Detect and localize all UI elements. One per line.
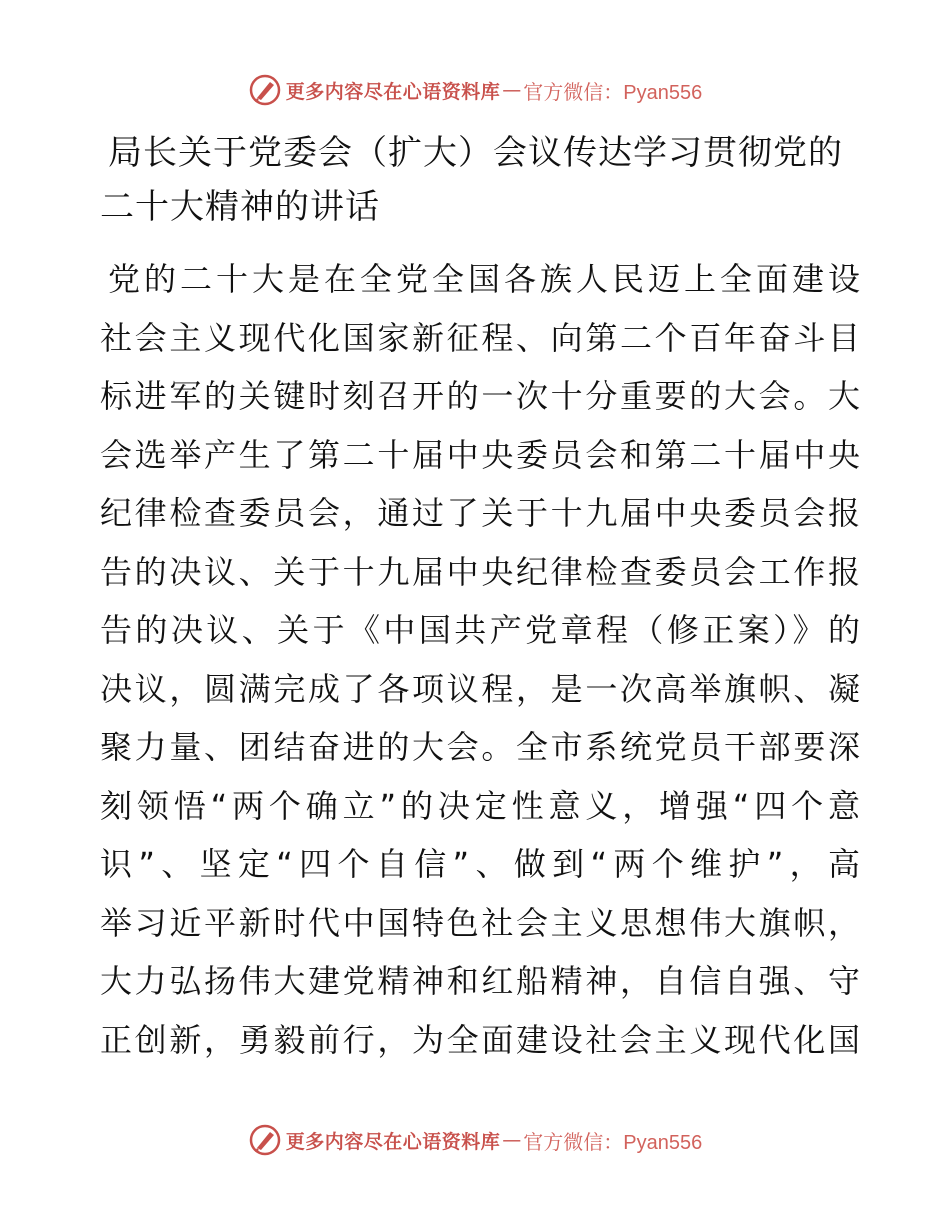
banner-account: 官方微信：Pyan556 <box>523 1131 703 1154</box>
body-line: 聚力量、团结奋进的大会。全市系统党员干部要深 <box>100 728 860 766</box>
banner-text: 更多内容尽在心语资料库 <box>285 1130 501 1153</box>
body-line: 举习近平新时代中国特色社会主义思想伟大旗帜， <box>100 903 860 942</box>
title-line: 二十大精神的讲话 <box>100 187 380 227</box>
body-line: 标进军的关键时刻召开的一次十分重要的大会。大 <box>100 377 860 415</box>
pen-logo-icon <box>248 1123 282 1157</box>
banner-dash: — <box>502 1129 522 1151</box>
body-paragraph <box>100 250 860 1069</box>
body-line: 决议，圆满完成了各项议程，是一次高举旗帜、凝 <box>100 669 860 708</box>
body-line: 大力弘扬伟大建党精神和红船精神，自信自强、守 <box>100 962 860 1000</box>
body-line: 正创新，勇毅前行，为全面建设社会主义现代化国 <box>100 1020 860 1059</box>
title-line: 局长关于党委会（扩大）会议传达学习贯彻党的 <box>108 133 843 173</box>
body-line: 纪律检查委员会，通过了关于十九届中央委员会报 <box>100 494 860 532</box>
body-line: 会选举产生了第二十届中央委员会和第二十届中央 <box>100 435 860 474</box>
banner-account: 官方微信：Pyan556 <box>523 81 703 104</box>
document-title <box>100 126 860 234</box>
banner-text: 更多内容尽在心语资料库 <box>285 80 501 103</box>
body-line: 刻领悟“两个确立”的决定性意义，增强“四个意 <box>100 786 860 825</box>
pen-logo-icon <box>248 73 282 107</box>
body-line: 党的二十大是在全党全国各族人民迈上全面建设 <box>108 260 860 298</box>
body-line: 告的决议、关于十九届中央纪律检查委员会工作报 <box>100 552 860 591</box>
body-line: 社会主义现代化国家新征程、向第二个百年奋斗目 <box>100 318 860 357</box>
body-line: 识”、坚定“四个自信”、做到“两个维护”，高 <box>100 845 860 883</box>
footer-watermark-banner <box>0 1120 950 1160</box>
header-watermark-banner <box>0 70 950 110</box>
body-line: 告的决议、关于《中国共产党章程（修正案）》的 <box>100 611 860 649</box>
banner-dash: — <box>502 79 522 101</box>
